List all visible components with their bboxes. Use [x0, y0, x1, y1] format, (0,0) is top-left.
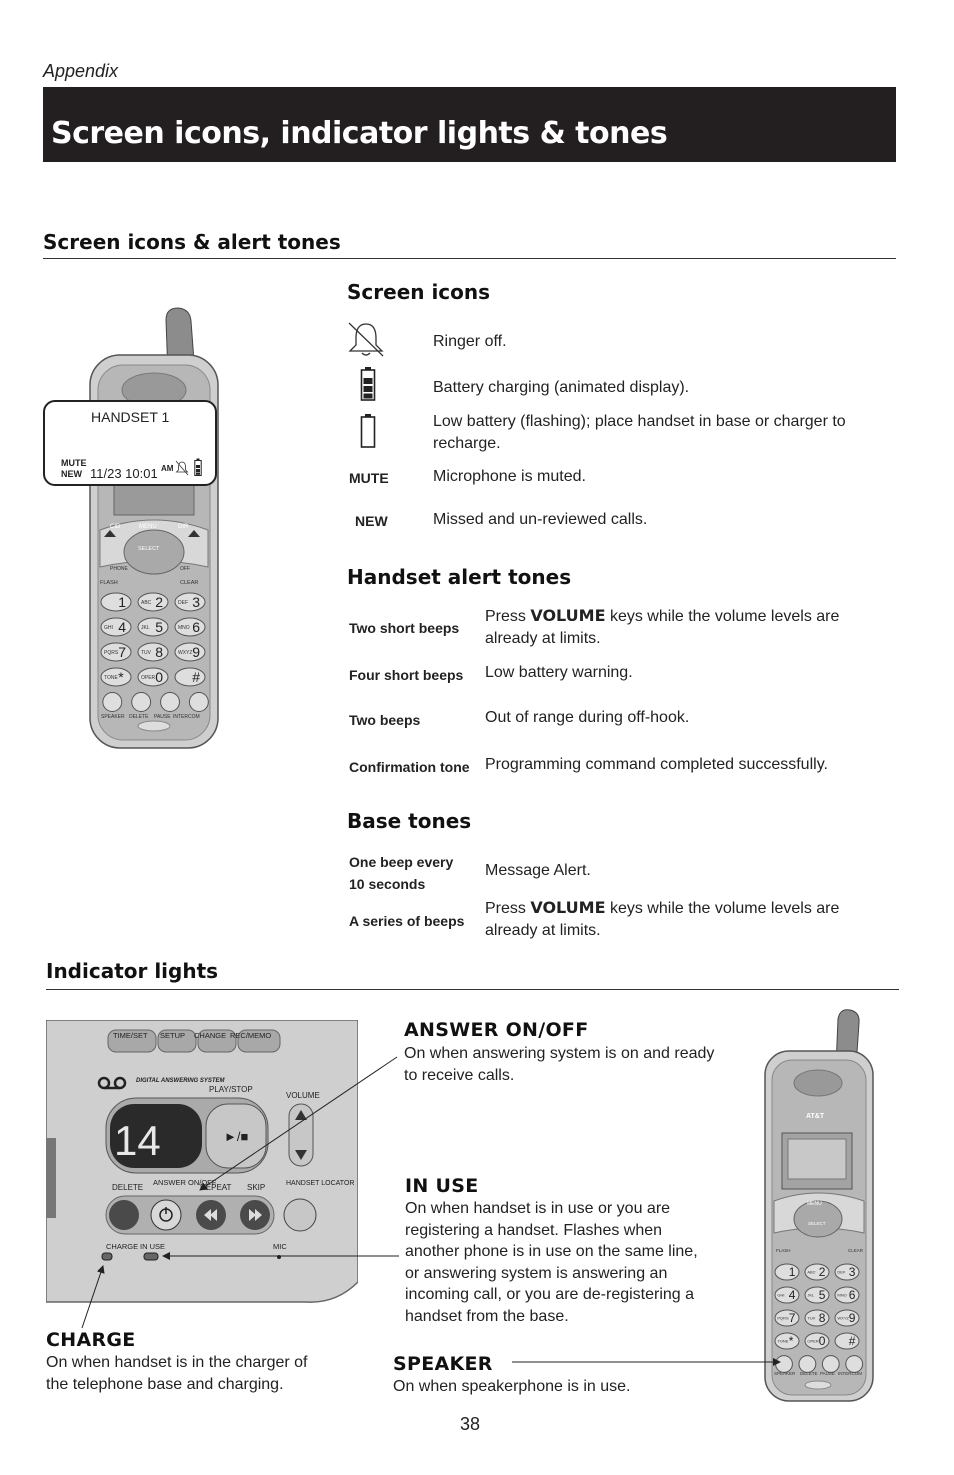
flash-key-label: FLASH — [776, 1248, 791, 1253]
tone-term: Confirmation tone — [349, 759, 470, 775]
charge-callout-text: On when handset is in the charger of the telephone base and charging. — [46, 1354, 308, 1393]
keypad-digit: 0 — [818, 1334, 826, 1349]
select-key-label: SELECT — [138, 546, 160, 552]
message-count-display: 14 — [114, 1117, 161, 1164]
tone-term: Two short beeps — [349, 620, 460, 636]
answer-callout-text: On when answering system is on and ready to receive calls. — [404, 1045, 715, 1084]
cid-key-label: CID — [110, 524, 121, 530]
tone-term: Two beeps — [349, 712, 421, 728]
charge-led-label: CHARGE — [106, 1242, 139, 1251]
keypad-digit: 4 — [118, 618, 127, 635]
tone-description: Press VOLUME keys while the volume levels are already at limits. — [485, 898, 840, 939]
intercom-key-label: INTERCOM — [173, 714, 200, 720]
new-label: NEW — [355, 513, 388, 529]
screen-icons-heading: Screen icons — [347, 280, 491, 304]
keypad-letters: TUV — [807, 1315, 816, 1321]
indicator-lights-heading: Indicator lights — [46, 959, 219, 983]
in-use-callout-heading: IN USE — [405, 1175, 479, 1197]
dir-key-label: DIR — [178, 524, 189, 530]
display-datetime: 11/23 10:01 — [90, 466, 158, 481]
delete-key-label: DELETE — [800, 1371, 818, 1376]
time-set-button[interactable]: TIME/SET — [113, 1031, 148, 1040]
page-title: Screen icons, indicator lights & tones — [51, 116, 668, 151]
keypad-letters: TONE — [104, 674, 118, 681]
keypad-digit: 9 — [848, 1311, 856, 1326]
tone-term: 10 seconds — [349, 876, 426, 892]
icon-desc-mute: Microphone is muted. — [433, 468, 586, 485]
intercom-key-label: INTERCOM — [838, 1371, 862, 1376]
display-new: NEW — [61, 469, 82, 479]
keypad-digit: 6 — [192, 618, 201, 635]
keypad-digit: 1 — [788, 1265, 796, 1280]
speaker-callout-heading: SPEAKER — [393, 1353, 493, 1375]
keypad-letters: WXYZ — [837, 1315, 849, 1321]
display-ampm: AM — [161, 464, 174, 473]
play-stop-label: PLAY/STOP — [209, 1085, 253, 1094]
keypad-letters: JKL — [807, 1292, 815, 1298]
handset-alert-tones-heading: Handset alert tones — [347, 565, 572, 589]
tone-term: A series of beeps — [349, 913, 465, 929]
keypad-letters: TUV — [141, 649, 151, 656]
logo-text: DIGITAL ANSWERING SYSTEM — [136, 1078, 225, 1084]
keypad-digit: 5 — [155, 618, 164, 635]
off-key-label: OFF — [180, 566, 190, 572]
keypad-digit: 1 — [118, 593, 127, 610]
keypad-letters: PQRS — [104, 649, 119, 656]
phone-key-label: PHONE — [110, 566, 128, 572]
keypad-digit: 7 — [118, 643, 127, 660]
keypad-digit: 6 — [848, 1288, 856, 1303]
pause-key-label: PAUSE — [820, 1371, 835, 1376]
keypad-letters: GHI — [104, 624, 113, 631]
section-label: Appendix — [43, 61, 119, 81]
pause-key-label: PAUSE — [154, 714, 171, 720]
handset-locator-label: HANDSET LOCATOR — [286, 1180, 355, 1187]
display-line1: HANDSET 1 — [91, 409, 170, 425]
speaker-callout-text: On when speakerphone is in use. — [393, 1378, 631, 1395]
answer-callout-heading: ANSWER ON/OFF — [404, 1019, 589, 1041]
charge-callout-line — [82, 1266, 103, 1328]
keypad-digit: 3 — [848, 1265, 856, 1280]
keypad-letters: MNO — [178, 624, 190, 631]
keypad-digit: 2 — [155, 593, 164, 610]
menu-key-label: MENU — [807, 1201, 822, 1207]
skip-label: SKIP — [247, 1183, 266, 1192]
keypad-letters: ABC — [807, 1269, 816, 1275]
keypad-letters: GHI — [777, 1292, 785, 1298]
repeat-label: REPEAT — [200, 1183, 232, 1192]
brand-logo: AT&T — [806, 1113, 825, 1120]
tone-term: Four short beeps — [349, 667, 464, 683]
keypad-digit: 8 — [818, 1311, 826, 1326]
keypad-digit: * — [788, 1334, 794, 1349]
keypad-digit: # — [848, 1334, 856, 1349]
keypad-letters: WXYZ — [178, 649, 193, 656]
tone-term: One beep every — [349, 854, 454, 870]
keypad-digit: 5 — [818, 1288, 826, 1303]
delete-label: DELETE — [112, 1183, 144, 1192]
play-stop-button[interactable]: ►/■ — [224, 1129, 249, 1144]
select-key-label: SELECT — [808, 1221, 826, 1226]
mute-label: MUTE — [349, 470, 389, 486]
keypad-digit: 0 — [155, 668, 164, 685]
setup-button[interactable]: SETUP — [160, 1031, 186, 1040]
volume-key-label: VOLUME — [530, 606, 606, 625]
keypad-letters: DEF — [837, 1269, 846, 1275]
keypad-letters: PQRS — [777, 1315, 789, 1321]
in-use-callout-text: On when handset is in use or you are registering a handset. Flashes when another phone is in use on the same line, or answering system is answering an incoming call, or you are de-registering a handset from the base. — [405, 1200, 698, 1325]
speaker-key-label: SPEAKER — [101, 714, 125, 720]
keypad-letters: MNO — [837, 1292, 847, 1298]
volume-key-label: VOLUME — [530, 898, 606, 917]
charge-callout-heading: CHARGE — [46, 1329, 136, 1351]
keypad-letters: OPER — [807, 1338, 819, 1344]
answer-callout-line — [200, 1057, 397, 1190]
keypad-letters: OPER — [141, 674, 156, 681]
rec-memo-button[interactable]: REC/MEMO — [230, 1031, 272, 1040]
clear-key-label: CLEAR — [180, 580, 199, 586]
icon-desc-new: Missed and un-reviewed calls. — [433, 511, 648, 528]
icon-desc-battery-low: Low battery (flashing); place handset in base or charger to recharge. — [433, 413, 846, 452]
icon-desc-battery-charging: Battery charging (animated display). — [433, 379, 690, 396]
delete-key-label: DELETE — [129, 714, 149, 720]
keypad-digit: * — [118, 668, 124, 685]
keypad-letters: TONE — [777, 1338, 789, 1344]
keypad-letters: ABC — [141, 599, 152, 606]
icon-desc-ringer-off: Ringer off. — [433, 333, 507, 350]
tone-description: Low battery warning. — [485, 664, 633, 681]
keypad-digit: 7 — [788, 1311, 796, 1326]
answer-on-off-label: ANSWER ON/OFF — [153, 1178, 217, 1187]
keypad-letters: JKL — [141, 624, 150, 631]
page-number: 38 — [460, 1414, 481, 1434]
change-button[interactable]: CHANGE — [194, 1031, 227, 1040]
tone-description: Programming command completed successfully. — [485, 756, 828, 773]
screen-icons-section-heading: Screen icons & alert tones — [43, 230, 341, 254]
keypad-digit: 4 — [788, 1288, 796, 1303]
keypad-digit: # — [192, 668, 201, 685]
flash-key-label: FLASH — [100, 580, 118, 586]
speaker-key-label: SPEAKER — [774, 1371, 796, 1376]
volume-label: VOLUME — [286, 1091, 320, 1100]
keypad-digit: 2 — [818, 1265, 826, 1280]
in-use-led-label: IN USE — [140, 1242, 166, 1251]
tone-description: Message Alert. — [485, 862, 591, 879]
keypad-letters: DEF — [178, 599, 188, 606]
base-tones-heading: Base tones — [347, 809, 472, 833]
clear-key-label: CLEAR — [848, 1248, 864, 1253]
keypad-digit: 3 — [192, 593, 201, 610]
display-mute: MUTE — [61, 458, 87, 468]
tone-description: Press VOLUME keys while the volume levels are already at limits. — [485, 606, 840, 647]
tone-description: Out of range during off-hook. — [485, 709, 690, 726]
keypad-digit: 9 — [192, 643, 201, 660]
menu-key-label: MENU — [139, 524, 157, 530]
mic-label: MIC — [273, 1242, 287, 1251]
keypad-digit: 8 — [155, 643, 164, 660]
